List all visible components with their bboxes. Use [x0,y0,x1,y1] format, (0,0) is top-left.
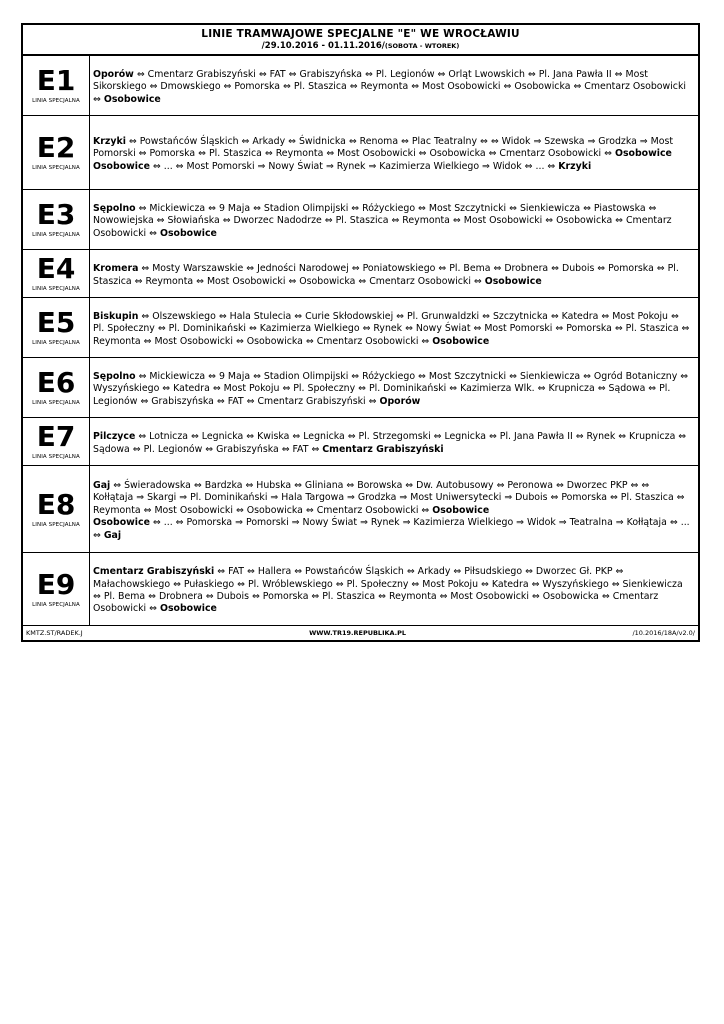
route-stops: ⇔ Olszewskiego ⇔ Hala Stulecia ⇔ Curie Skłodowskiej ⇔ Pl. Grunwaldzki ⇔ Szczytnicka ⇔ Katedra ⇔ Most Pokoju ⇔ Pl. Społeczny ⇔ Pl. Dominikański ⇔ Kazimierza Wielkiego ⇔ Rynek ⇔ Nowy Świat ⇔ Most Pomorski ⇔ Pomorska ⇔ Pl. Staszica ⇔ Reymonta ⇔ Most Osobowicki ⇔ Osobowicka ⇔ Cmentarz Osobowicki ⇔ [93,310,690,347]
line-code-cell [23,250,90,297]
terminus-stop: Oporów [379,395,421,407]
line-code: E8 [36,487,76,521]
route-stops: ⇔ Mosty Warszawskie ⇔ Jedności Narodowej ⇔ Poniatowskiego ⇔ Pl. Bema ⇔ Drobnera ⇔ Dubois ⇔ Pomorska ⇔ Pl. Staszica ⇔ Reymonta ⇔ Most Osobowicki ⇔ Osobowicka ⇔ Cmentarz Osobowicki ⇔ [93,263,679,287]
tram-line-row [23,298,698,358]
route-description [93,480,692,517]
tram-line-row [23,358,698,418]
line-type-label: LINIA SPECJALNA [32,454,80,460]
terminus-stop: Osobowice [93,517,150,529]
tram-line-row [23,466,698,553]
footer-version: /10.2016/18A/v2.0/ [632,629,695,637]
tram-line-row [23,116,698,190]
line-route-cell [90,466,698,552]
route-stops: ⇔ Cmentarz Grabiszyński ⇔ FAT ⇔ Grabiszyńska ⇔ Pl. Legionów ⇔ Orląt Lwowskich ⇔ Pl. Jana Pawła II ⇔ Most Sikorskiego ⇔ Dmowskiego ⇔ Pomorska ⇔ Pl. Staszica ⇔ Reymonta ⇔ Most Osobowicki ⇔ Osobowicka ⇔ Cmentarz Osobowicki ⇔ [93,68,686,105]
line-code-cell [23,116,90,189]
terminus-stop: Kromera [93,263,139,275]
line-code: E2 [36,131,76,164]
footer-author: KMTZ.ST/RADEK.J [26,629,83,637]
route-description [93,517,692,542]
route-stops: ⇔ ... ⇔ Most Pomorski ⇒ Nowy Świat ⇒ Rynek ⇒ Kazimierza Wielkiego ⇒ Widok ⇔ ... ⇔ [149,160,559,172]
terminus-stop: Cmentarz Grabiszyński [93,566,215,578]
terminus-stop: Cmentarz Grabiszyński [322,443,444,455]
line-route-cell [90,298,698,357]
line-type-label: LINIA SPECJALNA [32,232,80,238]
tram-line-row [23,190,698,250]
line-code: E6 [36,366,76,399]
line-type-label: LINIA SPECJALNA [32,521,80,528]
terminus-stop: Osobowice [484,275,542,287]
line-code-cell [23,466,90,552]
line-type-label: LINIA SPECJALNA [32,601,80,608]
terminus-stop: Osobowice [159,603,217,615]
route-stops: ⇔ Mickiewicza ⇔ 9 Maja ⇔ Stadion Olimpijski ⇔ Różyckiego ⇔ Most Szczytnicki ⇔ Sienkiewicza ⇔ Piastowska ⇔ Nowowiejska ⇔ Słowiańska ⇔ Dworzec Nadodrze ⇔ Pl. Staszica ⇔ Reymonta ⇔ Most Osobowicki ⇔ Osobowicka ⇔ Cmentarz Osobowicki ⇔ [93,202,672,239]
route-description [93,431,692,456]
terminus-stop: Pilczyce [93,431,136,443]
line-type-label: LINIA SPECJALNA [32,165,80,171]
route-stops: ⇔ FAT ⇔ Hallera ⇔ Powstańców Śląskich ⇔ Arkady ⇔ Piłsudskiego ⇔ Dworzec Gł. PKP ⇔ Małachowskiego ⇔ Pułaskiego ⇔ Pl. Wróblewskiego ⇔ Pl. Społeczny ⇔ Most Pokoju ⇔ Katedra ⇔ Wyszyńskiego ⇔ Sienkiewicza ⇔ Pl. Bema ⇔ Drobnera ⇔ Dubois ⇔ Pomorska ⇔ Pl. Staszica ⇔ Reymonta ⇔ Most Osobowicki ⇔ Osobowicka ⇔ Cmentarz Osobowicki ⇔ [93,566,683,615]
tram-line-row [23,418,698,466]
line-code: E3 [36,198,76,231]
line-code-cell [23,298,90,357]
line-type-label: LINIA SPECJALNA [32,400,80,406]
line-route-cell [90,553,698,625]
tram-line-row [23,250,698,298]
footer-website: WWW.TR19.REPUBLIKA.PL [309,629,407,637]
date-range-days: (SOBOTA - WTOREK) [384,42,460,50]
line-type-label: LINIA SPECJALNA [32,98,80,104]
page-title: LINIE TRAMWAJOWE SPECJALNE "E" WE WROCŁAWIU [201,28,520,40]
terminus-stop: Biskupin [93,310,139,322]
route-description [93,566,692,616]
terminus-stop: Osobowice [93,160,150,172]
line-route-cell [90,116,698,189]
terminus-stop: Osobowice [159,227,217,239]
line-code: E5 [36,306,76,339]
line-code: E7 [36,420,76,453]
terminus-stop: Oporów [93,68,134,80]
sheet-footer [23,626,698,640]
line-code-cell [23,190,90,249]
terminus-stop: Osobowice [614,148,672,160]
line-code: E4 [36,252,76,285]
route-description [93,203,692,240]
route-description [93,161,692,173]
route-stops: ⇔ ... ⇔ Pomorska ⇒ Pomorski ⇒ Nowy Świat ⇒ Rynek ⇒ Kazimierza Wielkiego ⇒ Widok ⇒ Teatralna ⇒ Kołłątaja ⇔ ... ⇔ [93,517,690,541]
tram-line-row [23,56,698,116]
line-code-cell [23,56,90,115]
timetable-sheet [21,23,700,642]
route-stops: ⇔ Mickiewicza ⇔ 9 Maja ⇔ Stadion Olimpijski ⇔ Różyckiego ⇔ Most Szczytnicki ⇔ Sienkiewicza ⇔ Ogród Botaniczny ⇔ Wyszyńskiego ⇔ Katedra ⇔ Most Pokoju ⇔ Pl. Społeczny ⇔ Pl. Dominikański ⇔ Kazimierza Wlk. ⇔ Krupnicza ⇔ Sądowa ⇔ Pl. Legionów ⇔ Grabiszyńska ⇔ FAT ⇔ Cmentarz Grabiszyński ⇔ [93,370,689,407]
line-route-cell [90,358,698,417]
line-type-label: LINIA SPECJALNA [32,286,80,292]
route-description [93,371,692,408]
terminus-stop: Krzyki [558,160,592,172]
route-description [93,69,692,106]
terminus-stop: Osobowice [432,504,490,516]
route-stops: ⇔ Powstańców Śląskich ⇔ Arkady ⇔ Świdnicka ⇔ Renoma ⇔ Plac Teatralny ⇔ ⇔ Widok ⇒ Szewska ⇒ Grodzka ⇒ Most Pomorski ⇔ Pomorska ⇔ Pl. Staszica ⇔ Reymonta ⇔ Most Osobowicki ⇔ Osobowicka ⇔ Cmentarz Osobowicki ⇔ [93,135,674,160]
tram-line-row [23,553,698,626]
terminus-stop: Sępolno [93,202,136,214]
route-description [93,263,692,288]
date-range-dates: /29.10.2016 - 01.11.2016/ [261,41,385,51]
line-code-cell [23,418,90,465]
line-route-cell [90,56,698,115]
terminus-stop: Gaj [93,479,111,491]
terminus-stop: Krzyki [93,135,126,147]
line-route-cell [90,250,698,297]
sheet-header [23,25,698,56]
route-description [93,136,692,161]
date-range [23,41,698,51]
tram-lines-list [23,56,698,626]
line-route-cell [90,190,698,249]
line-route-cell [90,418,698,465]
line-code: E9 [36,567,76,601]
terminus-stop: Gaj [103,529,122,541]
line-code-cell [23,358,90,417]
route-stops: ⇔ Świeradowska ⇔ Bardzka ⇔ Hubska ⇔ Gliniana ⇔ Borowska ⇔ Dw. Autobusowy ⇔ Peronowa ⇔ Dworzec PKP ⇔ ⇔ Kołłątaja ⇒ Skargi ⇒ Pl. Dominikański ⇒ Hala Targowa ⇒ Grodzka ⇒ Most Uniwersytecki ⇒ Dubois ⇔ Pomorska ⇔ Pl. Staszica ⇔ Reymonta ⇔ Most Osobowicki ⇔ Osobowicka ⇔ Cmentarz Osobowicki ⇔ [93,479,685,516]
line-type-label: LINIA SPECJALNA [32,340,80,346]
route-stops: ⇔ Lotnicza ⇔ Legnicka ⇔ Kwiska ⇔ Legnicka ⇔ Pl. Strzegomski ⇔ Legnicka ⇔ Pl. Jana Pawła II ⇔ Rynek ⇔ Krupnicza ⇔ Sądowa ⇔ Pl. Legionów ⇔ Grabiszyńska ⇔ FAT ⇔ [93,431,687,455]
line-code-cell [23,553,90,625]
terminus-stop: Osobowice [432,335,490,347]
line-code: E1 [36,64,76,97]
terminus-stop: Sępolno [93,370,136,382]
terminus-stop: Osobowice [103,93,161,105]
route-description [93,311,692,348]
